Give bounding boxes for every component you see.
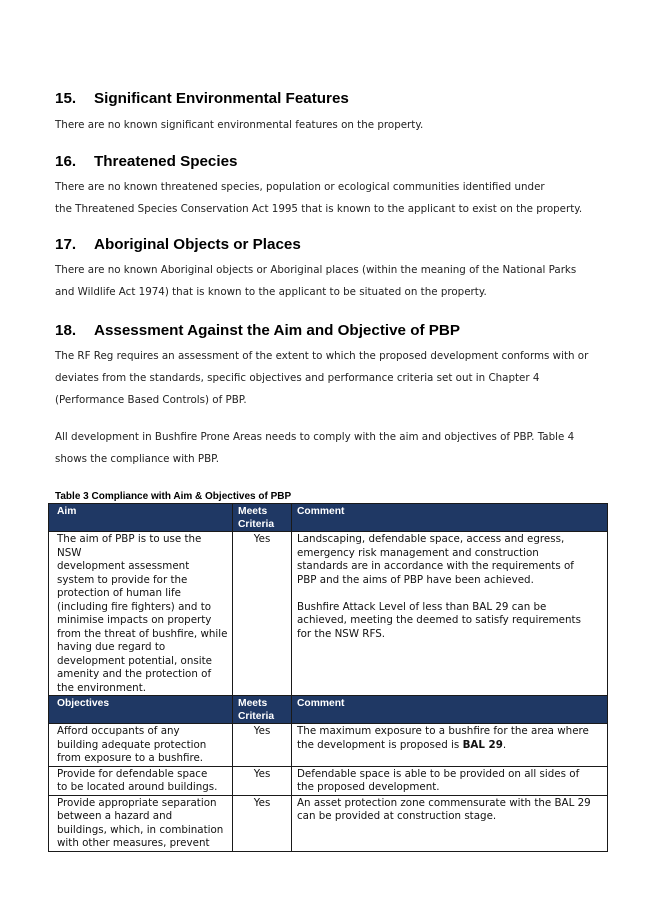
objectives-header-row [49,696,608,724]
header-cell-meets-criteria: Meets Criteria [233,696,292,724]
section-title: Threatened Species [94,153,238,170]
paragraph-line: shows the compliance with PBP. [55,453,220,465]
comment-cell: Defendable space is able to be provided on all sides of the proposed development. [292,766,608,795]
section-17-heading [55,236,301,253]
section-number: 15. [55,90,77,107]
paragraph-line: There are no known threatened species, population or ecological communities identified under [55,181,545,193]
table-caption: Table 3 Compliance with Aim & Objectives of PBP [55,491,292,502]
objective-cell: Provide appropriate separation between a hazard and buildings, which, in combination with other measures, prevent [49,795,233,851]
table-row [49,795,608,851]
section-title: Significant Environmental Features [94,90,349,107]
section-18-heading [55,322,460,339]
comment-cell: Landscaping, defendable space, access and egress, emergency risk management and construction standards are in accordance with the requirements of PBP and the aims of PBP have been achieved. Bushfire Attack Level of less than BAL 29 can be achieved, meeting the deemed to satisfy requirements for the NSW RFS. [292,532,608,696]
header-cell-objectives: Objectives [49,696,233,724]
comment-cell: The maximum exposure to a bushfire for the area where the development is proposed is BAL 29. [292,724,608,767]
section-16-body [55,176,615,220]
section-number: 17. [55,236,77,253]
header-cell-comment: Comment [292,504,608,532]
comment-cell: An asset protection zone commensurate with the BAL 29 can be provided at construction stage. [292,795,608,851]
paragraph-line: There are no known significant environmental features on the property. [55,119,424,131]
paragraph-line: deviates from the standards, specific objectives and performance criteria set out in Chapter 4 [55,372,540,384]
paragraph-line: There are no known Aboriginal objects or Aboriginal places (within the meaning of the National Parks [55,264,577,276]
section-15-heading [55,90,349,107]
section-16-heading [55,153,238,170]
section-number: 16. [55,153,77,170]
table-row [49,532,608,696]
compliance-table [48,503,608,852]
section-title: Aboriginal Objects or Places [94,236,301,253]
header-cell-meets-criteria: Meets Criteria [233,504,292,532]
paragraph-line: All development in Bushfire Prone Areas needs to comply with the aim and objectives of PBP. Table 4 [55,431,575,443]
paragraph-line: and Wildlife Act 1974) that is known to the applicant to be situated on the property. [55,286,487,298]
section-18-body-2 [55,426,615,470]
meets-criteria-cell: Yes [233,766,292,795]
table-row [49,724,608,767]
objective-cell: Afford occupants of any building adequate protection from exposure to a bushfire. [49,724,233,767]
paragraph-line: (Performance Based Controls) of PBP. [55,394,247,406]
header-cell-comment: Comment [292,696,608,724]
aim-cell: The aim of PBP is to use the NSW development assessment system to provide for the protection of human life (including fire fighters) and to minimise impacts on property from the threat of bushfire, while having due regard to development potential, onsite amenity and the protection of the environment. [49,532,233,696]
section-number: 18. [55,322,77,339]
objective-cell: Provide for defendable space to be located around buildings. [49,766,233,795]
meets-criteria-cell: Yes [233,724,292,767]
header-cell-aim: Aim [49,504,233,532]
meets-criteria-cell: Yes [233,532,292,696]
section-17-body [55,259,615,303]
section-title: Assessment Against the Aim and Objective of PBP [94,322,460,339]
aim-header-row [49,504,608,532]
section-15-body [55,114,615,136]
paragraph-line: The RF Reg requires an assessment of the extent to which the proposed development conforms with or [55,350,589,362]
section-18-body-1 [55,345,615,411]
table-row [49,766,608,795]
paragraph-line: the Threatened Species Conservation Act 1995 that is known to the applicant to exist on the property. [55,203,583,215]
bal-value: BAL 29 [462,738,503,751]
meets-criteria-cell: Yes [233,795,292,851]
